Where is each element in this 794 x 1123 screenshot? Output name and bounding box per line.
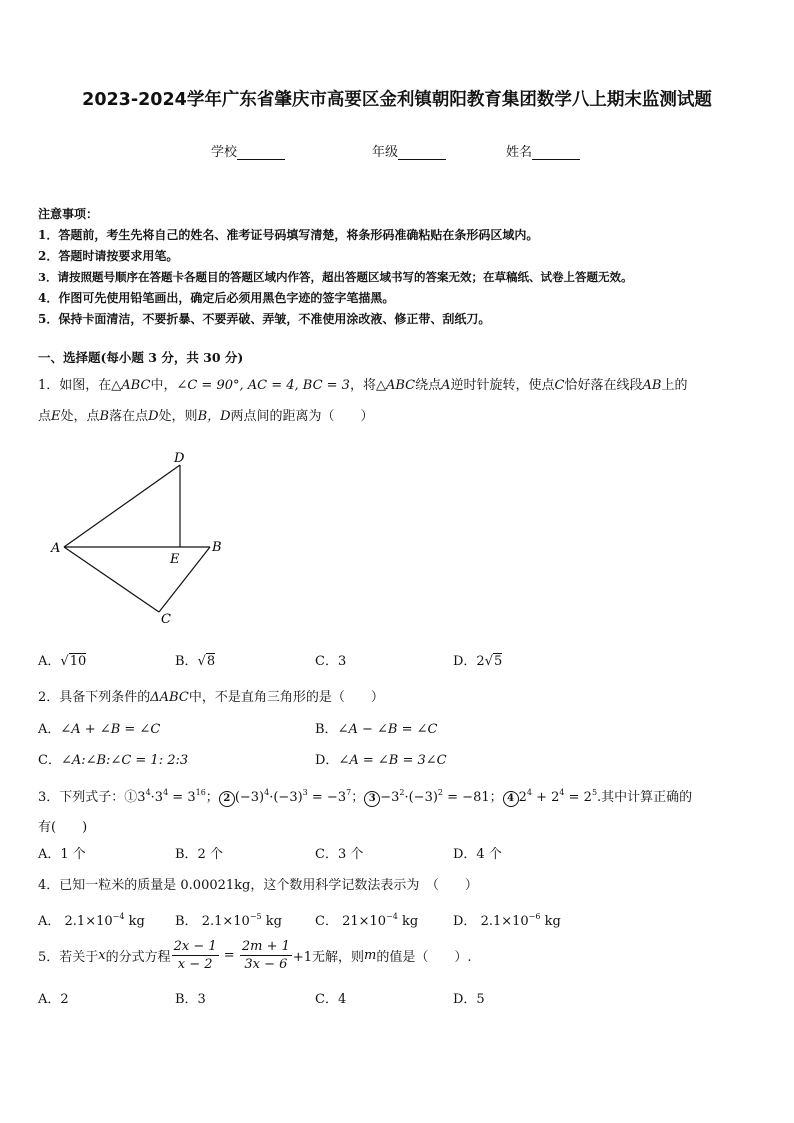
student-info-row bbox=[0, 141, 794, 161]
section-title: 一、选择题(每小题 3 分，共 30 分) bbox=[38, 350, 244, 365]
q3-option-d[interactable]: D．4 个 bbox=[453, 847, 502, 862]
note-item: 5．保持卡面清洁，不要折暴、不要弄破、弄皱，不准使用涂改液、修正带、刮纸刀。 bbox=[38, 312, 491, 326]
q5-option-c[interactable]: C．4 bbox=[315, 992, 347, 1007]
q1-option-c[interactable]: C．3 bbox=[315, 654, 347, 669]
note-item: 3．请按照题号顺序在答题卡各题目的答题区域内作答，超出答题区域书写的答案无效；在草稿纸、试卷上答题无效。 bbox=[38, 270, 633, 284]
note-item: 1．答题前，考生先将自己的姓名、准考证号码填写清楚，将条形码准确粘贴在条形码区域内。 bbox=[38, 228, 539, 242]
label-c: C bbox=[161, 612, 171, 627]
label-d: D bbox=[174, 451, 185, 466]
q4-option-d[interactable]: D． $2.1\times 10^{-6}$ kg bbox=[453, 912, 561, 929]
q5-option-b[interactable]: B．3 bbox=[175, 992, 206, 1007]
q1-option-b[interactable]: B．√8 bbox=[175, 654, 216, 669]
q3-option-a[interactable]: A．1 个 bbox=[38, 847, 86, 862]
q1-stem-line1: 1．如图，在△ABC中，∠C = 90°, AC = 4, BC = 3，将△ABC绕点A逆时针旋转，使点C恰好落在线段AB上的 bbox=[38, 378, 688, 393]
name-field[interactable]: 姓名 bbox=[506, 141, 580, 160]
notes-section bbox=[38, 204, 778, 330]
q2-option-a[interactable]: A．∠A + ∠B = ∠C bbox=[38, 722, 161, 737]
label-a: A bbox=[51, 541, 61, 556]
notes-heading: 注意事项： bbox=[38, 207, 99, 221]
school-field[interactable]: 学校 bbox=[211, 141, 285, 160]
q5-stem: 5．若关于x的分式方程 $\frac{2x - 1}{x - 2}$ = $\frac{2m + 1}{3x - 6}$ +1无解，则m的值是（ ）. bbox=[38, 939, 472, 972]
fraction-1: $\frac{2x - 1}{x - 2}$ bbox=[173, 939, 217, 972]
grade-blank[interactable] bbox=[398, 145, 446, 160]
segment-ac bbox=[64, 547, 159, 612]
q4-stem: 4．已知一粒米的质量是 0.00021kg，这个数用科学记数法表示为 （ ） bbox=[38, 878, 478, 893]
q1-option-d[interactable]: D．2√5 bbox=[453, 654, 503, 669]
q5-option-d[interactable]: D．5 bbox=[453, 992, 485, 1007]
q2-option-b[interactable]: B．∠A − ∠B = ∠C bbox=[315, 722, 438, 737]
q1-stem-line2: 点E处，点B落在点D处，则B，D两点间的距离为（ ） bbox=[38, 409, 374, 424]
q3-option-c[interactable]: C．3 个 bbox=[315, 847, 364, 862]
grade-field[interactable]: 年级 bbox=[372, 141, 446, 160]
note-item: 4．作图可先使用铅笔画出，确定后必须用黑色字迹的签字笔描黑。 bbox=[38, 291, 395, 305]
note-item: 2．答题时请按要求用笔。 bbox=[38, 249, 179, 263]
q4-option-b[interactable]: B． $2.1\times 10^{-5}$ kg bbox=[175, 912, 282, 929]
q2-option-d[interactable]: D．∠A = ∠B = 3∠C bbox=[315, 753, 447, 768]
segment-ad bbox=[64, 465, 180, 547]
q2-option-c[interactable]: C．∠A:∠B:∠C = 1: 2:3 bbox=[38, 753, 189, 768]
q4-option-c[interactable]: C． $21\times 10^{-4}$ kg bbox=[315, 912, 419, 929]
name-blank[interactable] bbox=[532, 145, 580, 160]
q3-option-b[interactable]: B．2 个 bbox=[175, 847, 223, 862]
q5-option-a[interactable]: A．2 bbox=[38, 992, 69, 1007]
label-b: B bbox=[212, 540, 222, 555]
label-e: E bbox=[170, 552, 180, 567]
q1-figure bbox=[44, 445, 234, 630]
segment-bc bbox=[159, 547, 210, 612]
page-title: 2023-2024学年广东省肇庆市高要区金利镇朝阳教育集团数学八上期末监测试题 bbox=[82, 90, 712, 110]
q4-option-a[interactable]: A． $2.1\times 10^{-4}$ kg bbox=[38, 912, 145, 929]
school-blank[interactable] bbox=[237, 145, 285, 160]
q2-stem: 2．具备下列条件的ΔABC中，不是直角三角形的是（ ） bbox=[38, 690, 384, 705]
q3-stem-line1: 3．下列式子：$①3^4\cdot 3^4 = 3^{16}$； 2 $(-3)^4\cdot(-3)^3 = -3^7$； $3 -3^2\cdot(-3)^2 = -81$； 4 $2^4 + 2^4 = 2^5$.其中计算正确的 bbox=[38, 788, 693, 805]
q1-option-a[interactable]: A．√10 bbox=[38, 654, 87, 669]
q3-stem-line2: 有( ) bbox=[38, 820, 88, 835]
fraction-2: $\frac{2m + 1}{3x - 6}$ bbox=[241, 939, 290, 972]
